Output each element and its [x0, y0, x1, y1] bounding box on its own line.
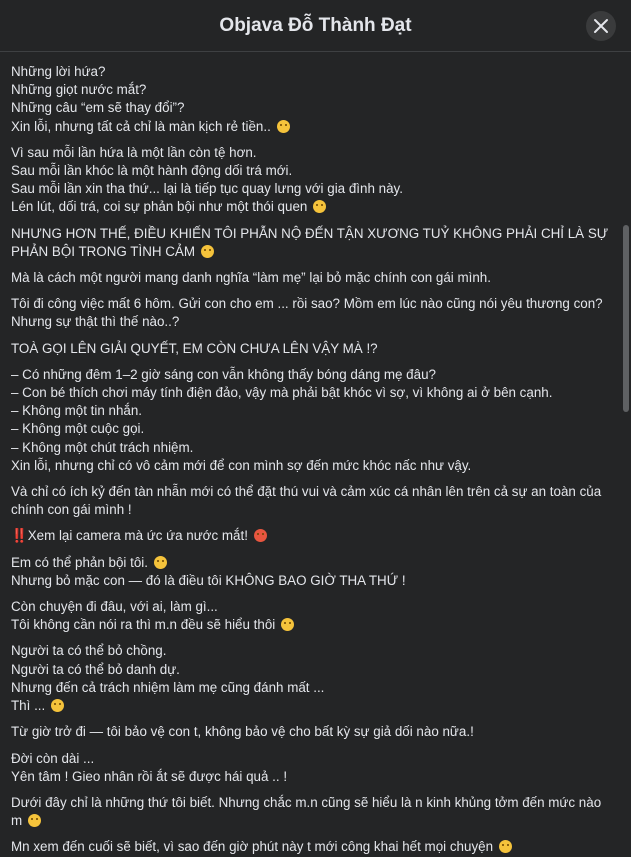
upside-down-face-emoji-icon [51, 699, 64, 712]
post-paragraph [11, 295, 621, 331]
post-line: – Có những đêm 1–2 giờ sáng con vẫn không thấy bóng dáng mẹ đâu? [11, 366, 436, 382]
post-line: Xin lỗi, nhưng tất cả chỉ là màn kịch rẻ tiền.. [11, 118, 271, 134]
upside-down-face-emoji-icon [201, 245, 214, 258]
post-line: – Không một chút trách nhiệm. [11, 439, 194, 455]
smiling-face-emoji-icon [313, 200, 326, 213]
post-line: Mà là cách một người mang danh nghĩa “làm mẹ” lại bỏ mặc chính con gái mình. [11, 270, 491, 286]
angry-face-emoji-icon [254, 529, 267, 542]
post-line: Những giọt nước mắt? [11, 82, 147, 98]
post-line: Tôi đi công việc mất 6 hôm. Gửi con cho em ... rồi sao? Mồm em lúc nào cũng nói yêu thương con? [11, 296, 603, 312]
post-line: Xem lại camera mà ức ứa nước mắt! [27, 528, 248, 544]
post-line: Vì sau mỗi lần hứa là một lần còn tệ hơn. [11, 144, 257, 160]
close-icon [594, 19, 608, 33]
post-line: Nhưng sự thật thì thế nào..? [11, 314, 180, 330]
post-line: Thì ... [11, 698, 46, 714]
post-paragraph [11, 794, 621, 830]
post-line: Những lời hứa? [11, 64, 106, 79]
post-paragraph [11, 554, 621, 590]
upside-down-face-emoji-icon [277, 120, 290, 133]
post-paragraph [11, 483, 621, 519]
post-line: m [11, 813, 23, 829]
post-line: Em có thể phản bội tôi. [11, 554, 148, 570]
scrollbar-track[interactable] [621, 53, 629, 831]
post-line: Và chỉ có ích kỷ đến tàn nhẫn mới có thể đặt thú vui và cảm xúc cá nhân lên trên cả sự an toàn của chính con gái mình ! [11, 484, 602, 518]
smiling-face-emoji-icon [499, 840, 512, 853]
double-exclamation-icon: ‼️ [11, 528, 28, 544]
post-line: Người ta có thể bỏ danh dự. [11, 661, 180, 677]
post-paragraph [11, 340, 621, 358]
post-paragraph [11, 269, 621, 287]
post-line: Những câu “em sẽ thay đổi”? [11, 100, 185, 116]
post-line: Lén lút, dối trá, coi sự phản bội như một thói quen [11, 199, 308, 215]
post-line: Sau mỗi lần khóc là một hành động dối trá mới. [11, 163, 293, 179]
scrollbar-thumb[interactable] [623, 225, 629, 412]
post-line: Nhưng bỏ mặc con — đó là điều tôi KHÔNG BAO GIỜ THA THỨ ! [11, 572, 406, 588]
post-paragraph [11, 527, 621, 545]
post-line: Tôi không cần nói ra thì m.n đều sẽ hiểu thôi [11, 617, 276, 633]
post-line: Đời còn dài ... [11, 750, 95, 766]
post-line: Dưới đây chỉ là những thứ tôi biết. Nhưng chắc m.n cũng sẽ hiểu là n kinh khủng tởm đến mức nào [11, 794, 602, 810]
post-paragraph [11, 366, 621, 475]
dialog-title: Objava Đỗ Thành Đạt [219, 14, 412, 36]
post-body [0, 53, 621, 855]
post-line: NHƯNG HƠN THẾ, ĐIỀU KHIẾN TÔI PHẪN NỘ ĐẾN TẬN XƯƠNG TUỶ KHÔNG PHẢI CHỈ LÀ SỰ PHẢN BỘI TRONG TÌNH CẢM [11, 225, 609, 259]
post-paragraph [11, 642, 621, 715]
post-paragraph [11, 225, 621, 261]
smiling-face-emoji-icon [281, 618, 294, 631]
post-paragraph [11, 838, 621, 856]
post-line: Từ giờ trở đi — tôi bảo vệ con t, không bảo vệ cho bất kỳ sự giả dối nào nữa.! [11, 724, 474, 740]
post-line: Xin lỗi, nhưng chỉ có vô cảm mới để con mình sợ đến mức khóc nấc như vậy. [11, 457, 472, 473]
post-line: Còn chuyện đi đâu, với ai, làm gì... [11, 599, 218, 615]
post-paragraph [11, 144, 621, 217]
post-paragraph [11, 63, 621, 136]
post-paragraph [11, 598, 621, 634]
post-line: Nhưng đến cả trách nhiệm làm mẹ cũng đánh mất ... [11, 679, 325, 695]
post-line: – Không một cuộc gọi. [11, 421, 145, 437]
post-line: – Không một tin nhắn. [11, 403, 143, 419]
post-line: Yên tâm ! Gieo nhân rồi ắt sẽ được hái quả .. ! [11, 768, 288, 784]
close-button[interactable] [586, 11, 616, 41]
post-line: Mn xem đến cuối sẽ biết, vì sao đến giờ phút này t mới công khai hết mọi chuyện [11, 839, 494, 855]
post-paragraph [11, 723, 621, 741]
dialog-header [0, 0, 631, 52]
smiling-face-emoji-icon [154, 556, 167, 569]
upside-down-face-emoji-icon [28, 814, 41, 827]
post-line: Người ta có thể bỏ chồng. [11, 643, 167, 659]
post-line: – Con bé thích chơi máy tính điện đảo, vậy mà phải bật khóc vì sợ, vì không ai ở bên cạnh. [11, 385, 553, 401]
post-line: TOÀ GỌI LÊN GIẢI QUYẾT, EM CÒN CHƯA LÊN VẬY MÀ !? [11, 340, 378, 356]
post-paragraph [11, 750, 621, 786]
post-line: Sau mỗi lần xin tha thứ... lại là tiếp tục quay lưng với gia đình này. [11, 181, 403, 197]
